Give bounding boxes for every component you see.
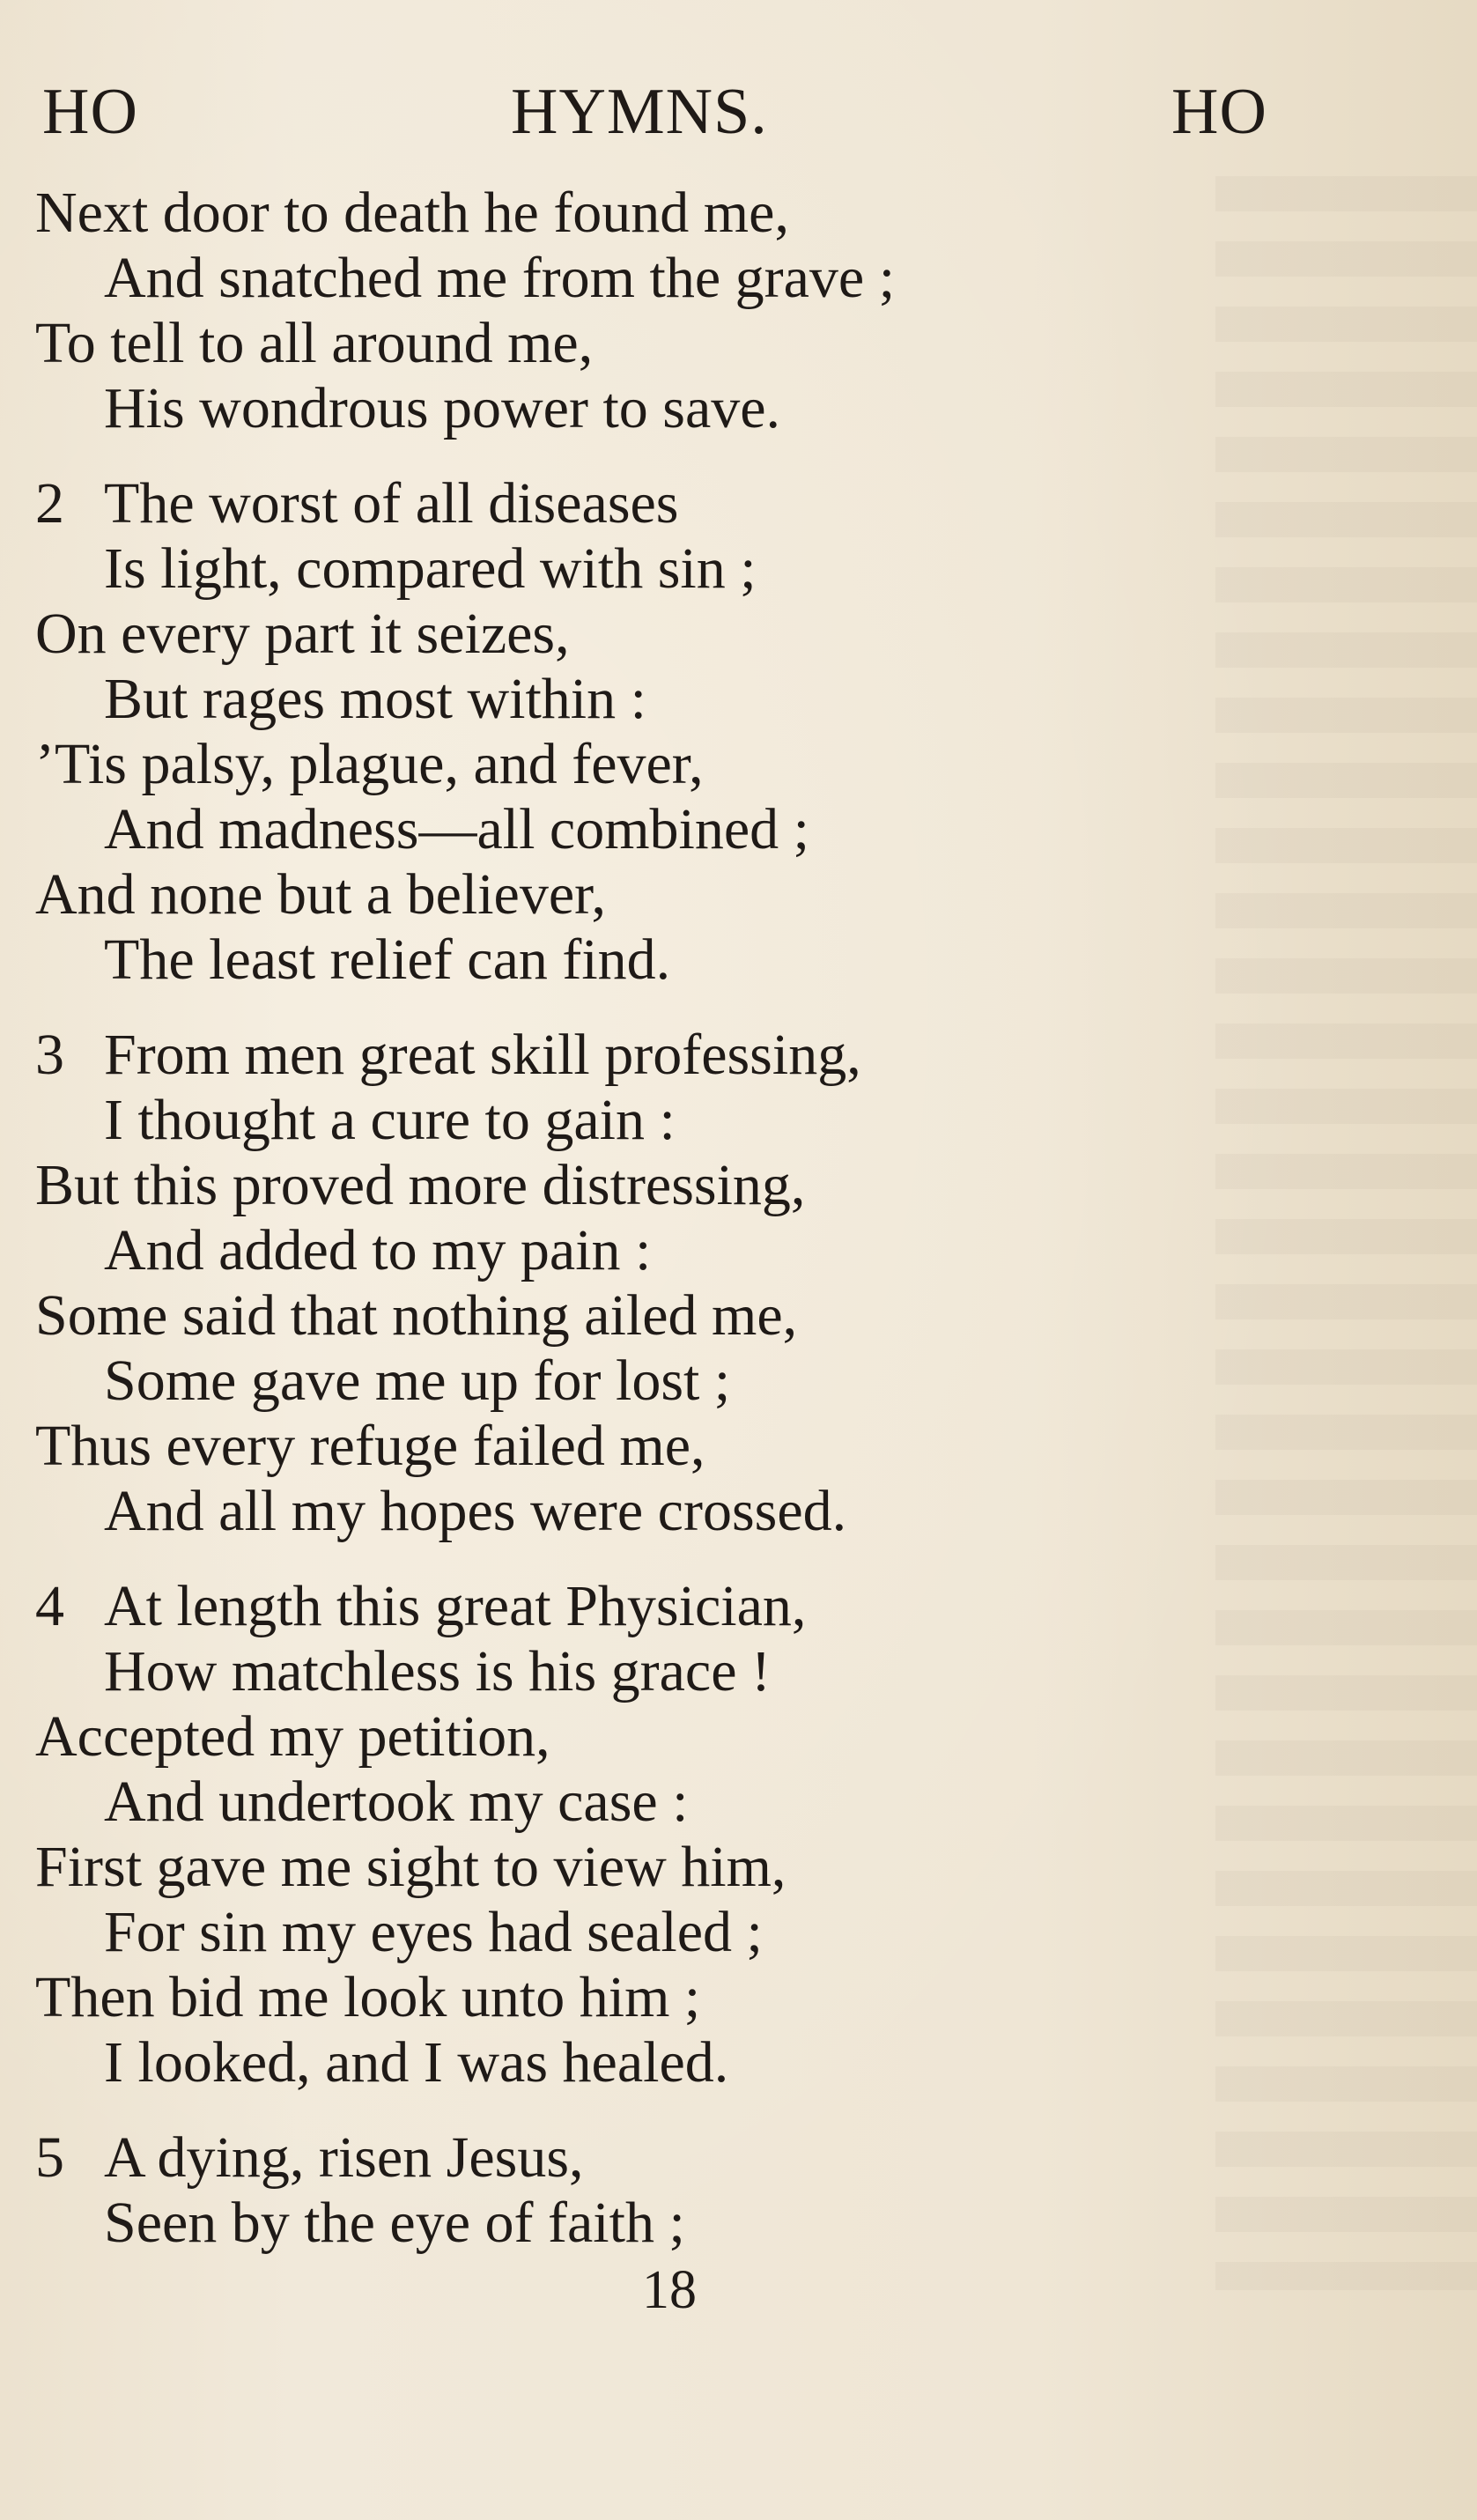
verse-line: And madness—all combined ; — [104, 797, 810, 861]
verse-line-text: The worst of all diseases — [104, 471, 679, 536]
verse-line: Some said that nothing ailed me, — [35, 1283, 798, 1348]
verse-line: I looked, and I was healed. — [104, 2030, 729, 2095]
verse-line: To tell to all around me, — [35, 311, 594, 375]
verse-line: And undertook my case : — [104, 1770, 689, 1834]
verse-line: But rages most within : — [104, 667, 646, 731]
stanza-2 — [35, 471, 1145, 993]
verse-line-text: At length this great Physician, — [104, 1574, 807, 1638]
verse-line: Then bid me look unto him ; — [35, 1965, 701, 2029]
left-guide-word: HO — [42, 76, 138, 148]
hymn-body — [35, 181, 1145, 2286]
verse-line-text: A dying, risen Jesus, — [104, 2125, 584, 2190]
verse-line: For sin my eyes had sealed ; — [104, 1900, 763, 1964]
verse-line — [35, 471, 1145, 536]
running-head — [0, 75, 1477, 154]
stanza-number: 3 — [35, 1023, 64, 1087]
verse-line: How matchless is his grace ! — [104, 1639, 771, 1703]
verse-line-text: From men great skill professing, — [104, 1023, 861, 1087]
page-number: 18 — [642, 2260, 697, 2320]
verse-line — [35, 1023, 1145, 1088]
bleed-through-texture — [1215, 176, 1477, 2290]
verse-line: The least relief can find. — [104, 927, 671, 992]
verse-line: Next door to death he found me, — [35, 181, 789, 245]
verse-line: Is light, compared with sin ; — [104, 536, 757, 601]
verse-line: ’Tis palsy, plague, and fever, — [35, 732, 704, 796]
verse-line: But this proved more distressing, — [35, 1153, 806, 1217]
verse-line: And snatched me from the grave ; — [104, 246, 896, 310]
verse-line: Seen by the eye of faith ; — [104, 2191, 685, 2255]
stanza-1 — [35, 181, 1145, 441]
stanza-number: 4 — [35, 1574, 64, 1638]
verse-line: On every part it seizes, — [35, 602, 570, 666]
right-guide-word: HO — [1171, 76, 1267, 148]
verse-line: Accepted my petition, — [35, 1704, 550, 1769]
stanza-4 — [35, 1574, 1145, 2095]
verse-line — [35, 2125, 1145, 2191]
verse-line — [35, 1574, 1145, 1639]
stanza-number: 2 — [35, 471, 64, 536]
page-title: HYMNS. — [511, 76, 768, 148]
stanza-number: 5 — [35, 2125, 64, 2190]
stanza-3 — [35, 1023, 1145, 1544]
stanza-5 — [35, 2125, 1145, 2256]
verse-line: First gave me sight to view him, — [35, 1835, 787, 1899]
verse-line: I thought a cure to gain : — [104, 1088, 676, 1152]
verse-line: His wondrous power to save. — [104, 376, 781, 440]
verse-line: Thus every refuge failed me, — [35, 1414, 705, 1478]
verse-line: And added to my pain : — [104, 1218, 652, 1282]
verse-line: And all my hopes were crossed. — [104, 1479, 847, 1543]
verse-line: And none but a believer, — [35, 862, 606, 927]
verse-line: Some gave me up for lost ; — [104, 1349, 731, 1413]
